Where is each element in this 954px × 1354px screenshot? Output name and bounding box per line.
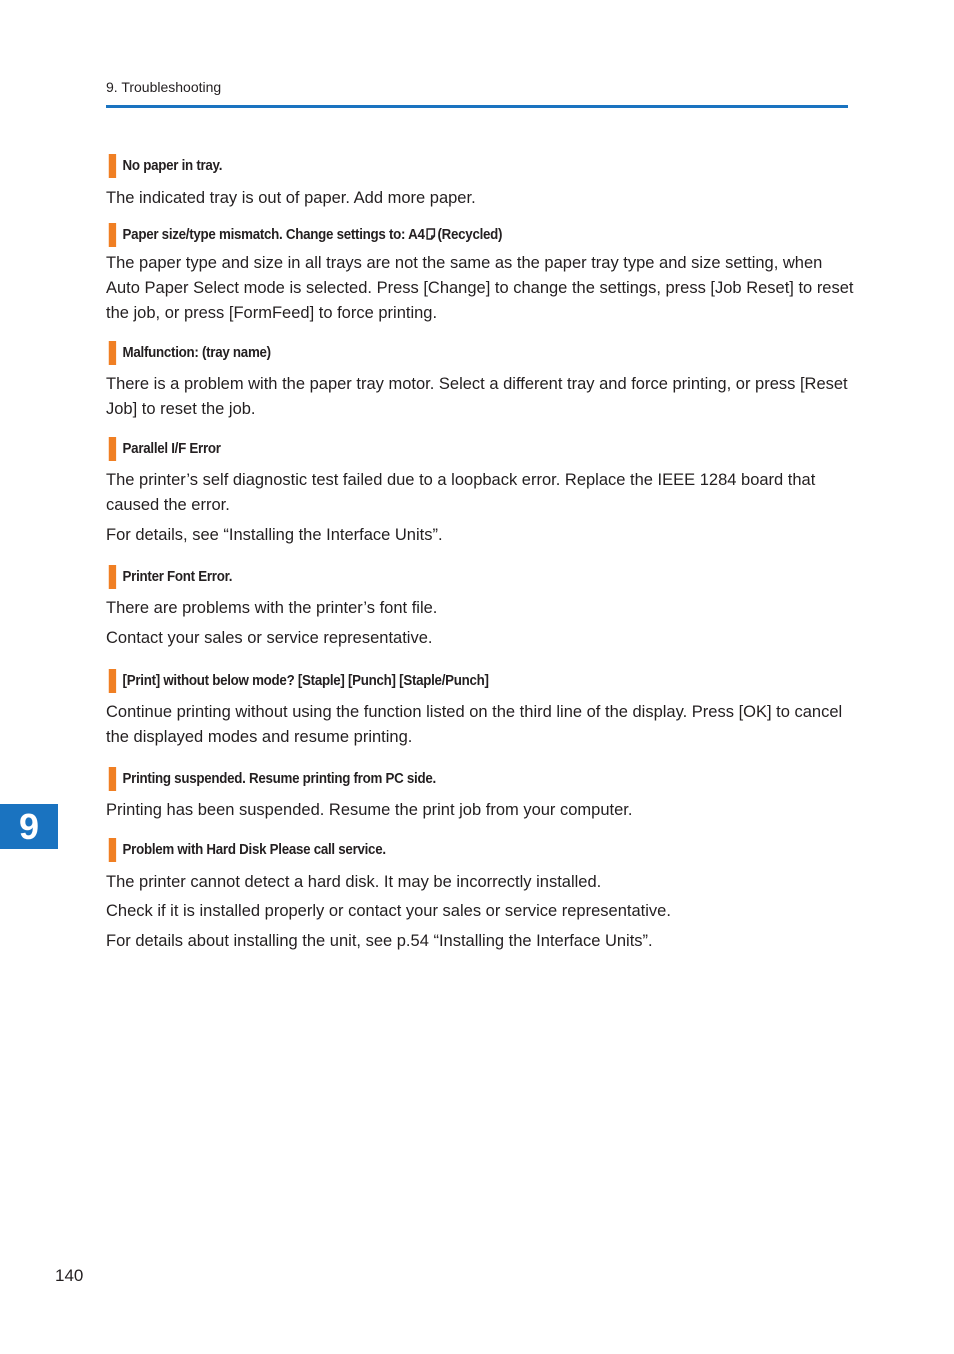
section-title: [Print] without below mode? [Staple] [Punch] [Staple/Punch]	[122, 673, 489, 689]
section-heading	[106, 565, 794, 589]
section-paragraph: Printing has been suspended. Resume the print job from your computer.	[106, 801, 633, 819]
section-title: Parallel I/F Error	[122, 441, 221, 457]
chapter-tab: 9	[0, 804, 58, 849]
section-paragraph: Check if it is installed properly or contact your sales or service representative.	[106, 902, 671, 920]
section-paragraph: The printer cannot detect a hard disk. It may be incorrectly installed.	[106, 873, 602, 891]
section-parallel-error	[106, 437, 854, 548]
heading-bar	[109, 838, 116, 862]
section-paragraph: There are problems with the printer’s font file.	[106, 599, 438, 617]
section-title-part1: Paper size/type mismatch. Change settings to: A4	[122, 227, 425, 243]
section-paragraph: The paper type and size in all trays are not the same as the paper tray type and size setting, when Auto Paper Select mode is selected. Press [Change] to change the settings, press [Job Reset] to reset the job, or press [FormFeed] to force printing.	[106, 254, 854, 322]
section-hard-disk	[106, 838, 854, 954]
section-title-part2: (Recycled)	[437, 227, 503, 243]
section-paragraph: For details, see “Installing the Interface Units”.	[106, 526, 443, 544]
running-header: 9. Troubleshooting	[106, 79, 222, 95]
section-paragraph: Continue printing without using the function listed on the third line of the display. Press [OK] to cancel the displayed modes and resume printing.	[106, 703, 843, 746]
section-paragraph: Contact your sales or service representative.	[106, 629, 433, 647]
section-printing-suspended	[106, 767, 854, 823]
section-title: Printer Font Error.	[122, 569, 233, 585]
section-malfunction	[106, 341, 854, 422]
section-heading	[106, 341, 794, 365]
heading-bar	[109, 341, 116, 365]
section-title: Malfunction: (tray name)	[122, 345, 271, 361]
section-font-error	[106, 565, 854, 651]
section-heading	[106, 223, 794, 247]
page-number: 140	[55, 1266, 84, 1285]
section-heading	[106, 838, 794, 862]
heading-bar	[109, 669, 116, 693]
section-paragraph: The printer’s self diagnostic test failed due to a loopback error. Replace the IEEE 1284 board that caused the error.	[106, 471, 816, 514]
heading-bar	[109, 223, 116, 247]
section-paper-mismatch	[106, 223, 854, 326]
section-no-paper	[106, 154, 854, 211]
section-heading	[106, 437, 794, 461]
section-paragraph: The indicated tray is out of paper. Add more paper.	[106, 189, 476, 207]
heading-bar	[109, 767, 116, 791]
section-paragraph: There is a problem with the paper tray motor. Select a different tray and force printing, or press [Reset Job] to reset the job.	[106, 375, 848, 418]
heading-bar	[109, 565, 116, 589]
section-paragraph: For details about installing the unit, see p.54 “Installing the Interface Units”.	[106, 932, 653, 950]
section-title: Printing suspended. Resume printing from PC side.	[122, 771, 436, 787]
section-print-without-mode	[106, 669, 854, 750]
heading-bar	[109, 437, 116, 461]
section-heading	[106, 767, 794, 791]
section-title: No paper in tray.	[122, 158, 223, 174]
section-heading	[106, 669, 794, 693]
heading-bar	[109, 154, 116, 178]
portrait-paper-icon	[426, 228, 435, 240]
section-title: Problem with Hard Disk Please call service.	[122, 842, 386, 858]
page-content	[106, 154, 854, 954]
header-rule	[106, 105, 848, 108]
section-heading	[106, 154, 794, 178]
